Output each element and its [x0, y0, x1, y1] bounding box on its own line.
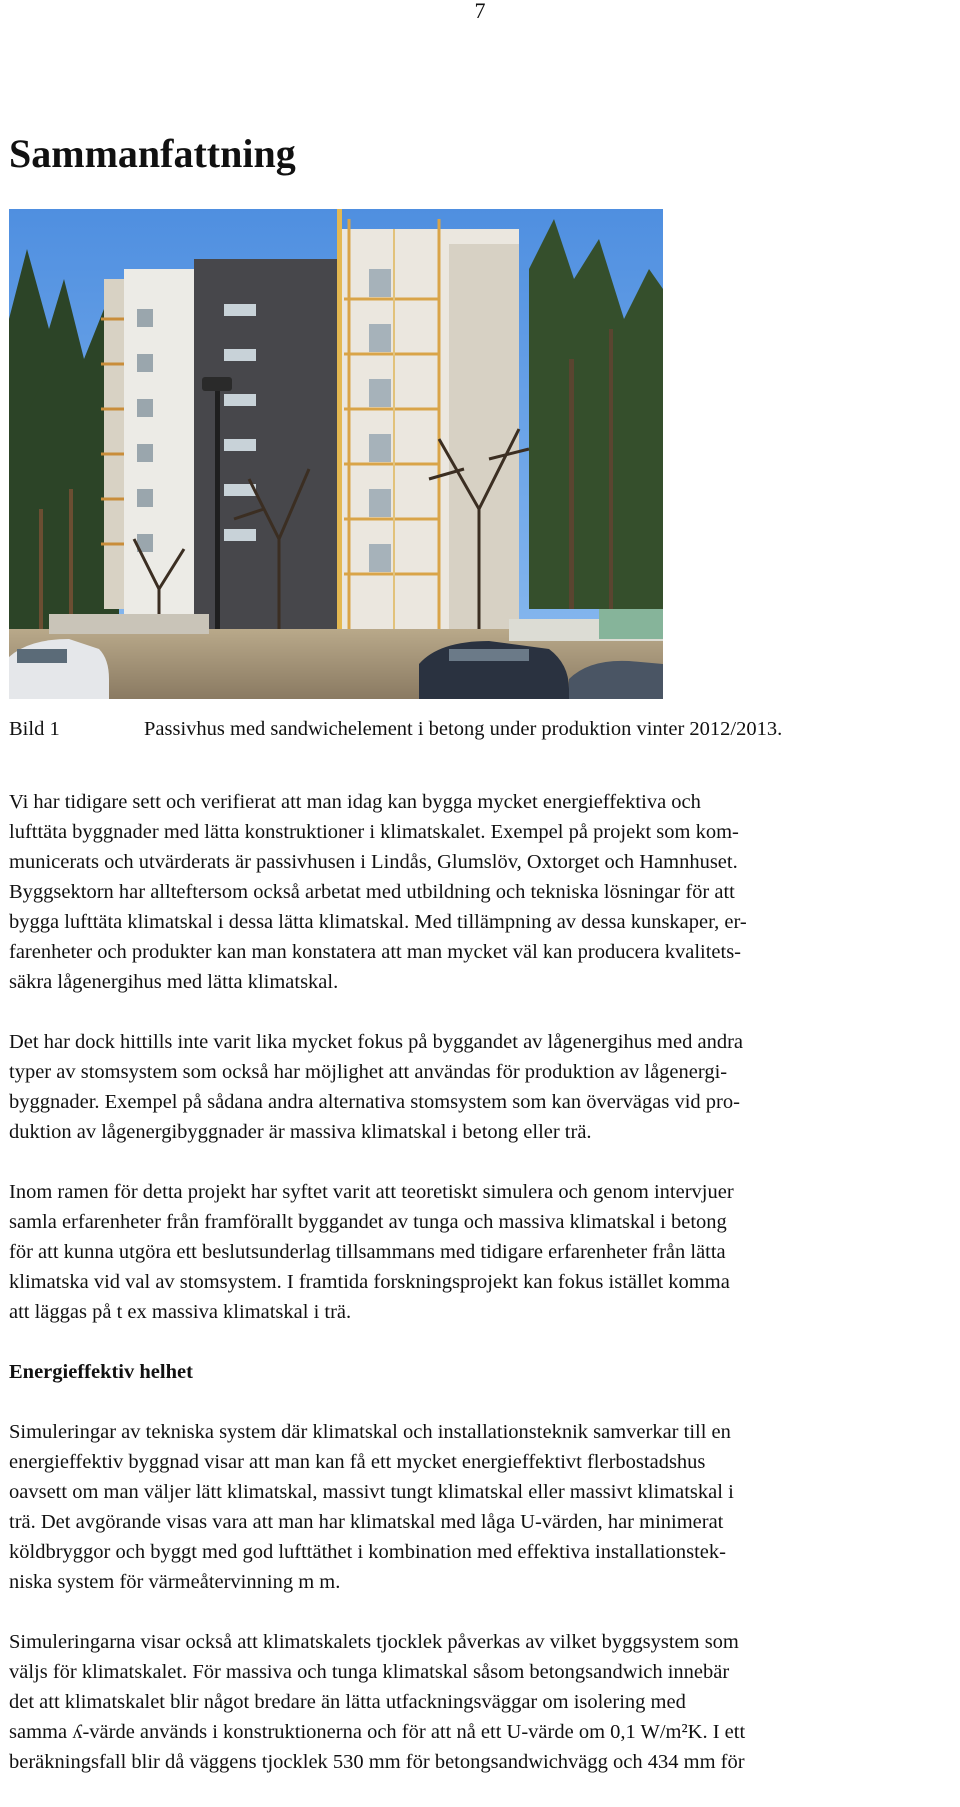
text-line: farenheter och produkter kan man konstatera att man mycket väl kan producera kvalitets- [9, 941, 742, 963]
text-line: köldbryggor och byggt med god lufttäthet i kombination med effektiva installationstek- [9, 1541, 726, 1563]
page-number: 7 [474, 0, 486, 23]
text-line: Simuleringar av tekniska system där klimatskal och installationsteknik samverkar till en [9, 1421, 731, 1443]
text-line: att läggas på t ex massiva klimatskal i trä. [9, 1301, 352, 1323]
text-line: niska system för värmeåtervinning m m. [9, 1571, 341, 1593]
text-line: oavsett om man väljer lätt klimatskal, massivt tungt klimatskal eller massivt klimatskal i [9, 1481, 734, 1503]
text-line: Det har dock hittills inte varit lika mycket fokus på byggandet av lågenergihus med andra [9, 1031, 743, 1053]
text-line: municerats och utvärderats är passivhusen i Lindås, Glumslöv, Oxtorget och Hamnhuset. [9, 851, 738, 873]
text-line: duktion av lågenergibyggnader är massiva klimatskal i betong eller trä. [9, 1121, 592, 1143]
text-line: Inom ramen för detta projekt har syftet varit att teoretiskt simulera och genom intervjuer [9, 1181, 734, 1203]
building-photo [9, 209, 663, 699]
text-line: byggnader. Exempel på sådana andra alternativa stomsystem som kan övervägas vid pro- [9, 1091, 740, 1113]
paragraph [9, 1027, 954, 1147]
text-line: samla erfarenheter från framförallt byggandet av tunga och massiva klimatskal i betong [9, 1211, 727, 1233]
paragraph [9, 1177, 954, 1327]
text-line: energieffektiv byggnad visar att man kan få ett mycket energieffektivt flerbostadshus [9, 1451, 706, 1473]
figure-caption [9, 716, 782, 742]
text-line: det att klimatskalet blir något bredare än lätta utfackningsväggar om isolering med [9, 1691, 686, 1713]
text-line: Vi har tidigare sett och verifierat att man idag kan bygga mycket energieffektiva och [9, 791, 701, 813]
text-line: säkra lågenergihus med lätta klimatskal. [9, 971, 339, 993]
text-line: för att kunna utgöra ett beslutsunderlag tillsammans med tidigare erfarenheter från lätta [9, 1241, 726, 1263]
figure-label: Bild 1 [9, 718, 60, 740]
text-line: samma ʎ-värde används i konstruktionerna och för att nå ett U-värde om 0,1 W/m²K. I ett [9, 1721, 746, 1743]
text-line: typer av stomsystem som också har möjlighet att användas för produktion av lågenergi- [9, 1061, 728, 1083]
text-line: Simuleringarna visar också att klimatskalets tjocklek påverkas av vilket byggsystem som [9, 1631, 739, 1653]
paragraph [9, 787, 954, 997]
text-line: lufttäta byggnader med lätta konstruktioner i klimatskalet. Exempel på projekt som kom- [9, 821, 739, 843]
text-line: beräkningsfall blir då väggens tjocklek 530 mm för betongsandwichvägg och 434 mm för [9, 1751, 745, 1773]
text-line: Byggsektorn har allteftersom också arbetat med utbildning och tekniska lösningar för att [9, 881, 735, 903]
text-line: bygga lufttäta klimatskal i dessa lätta klimatskal. Med tillämpning av dessa kunskaper, er- [9, 911, 747, 933]
paragraph [9, 1627, 954, 1777]
text-line: trä. Det avgörande visas vara att man har klimatskal med låga U-värden, har minimerat [9, 1511, 724, 1533]
page-title: Sammanfattning [9, 131, 296, 176]
section-heading: Energieffektiv helhet [9, 1361, 193, 1383]
paragraph [9, 1417, 954, 1597]
figure-caption-text: Passivhus med sandwichelement i betong under produktion vinter 2012/2013. [144, 718, 783, 740]
body-text [9, 787, 954, 1807]
text-line: väljs för klimatskalet. För massiva och tunga klimatskal såsom betongsandwich innebär [9, 1661, 730, 1683]
text-line: klimatska vid val av stomsystem. I framtida forskningsprojekt kan fokus istället komma [9, 1271, 730, 1293]
